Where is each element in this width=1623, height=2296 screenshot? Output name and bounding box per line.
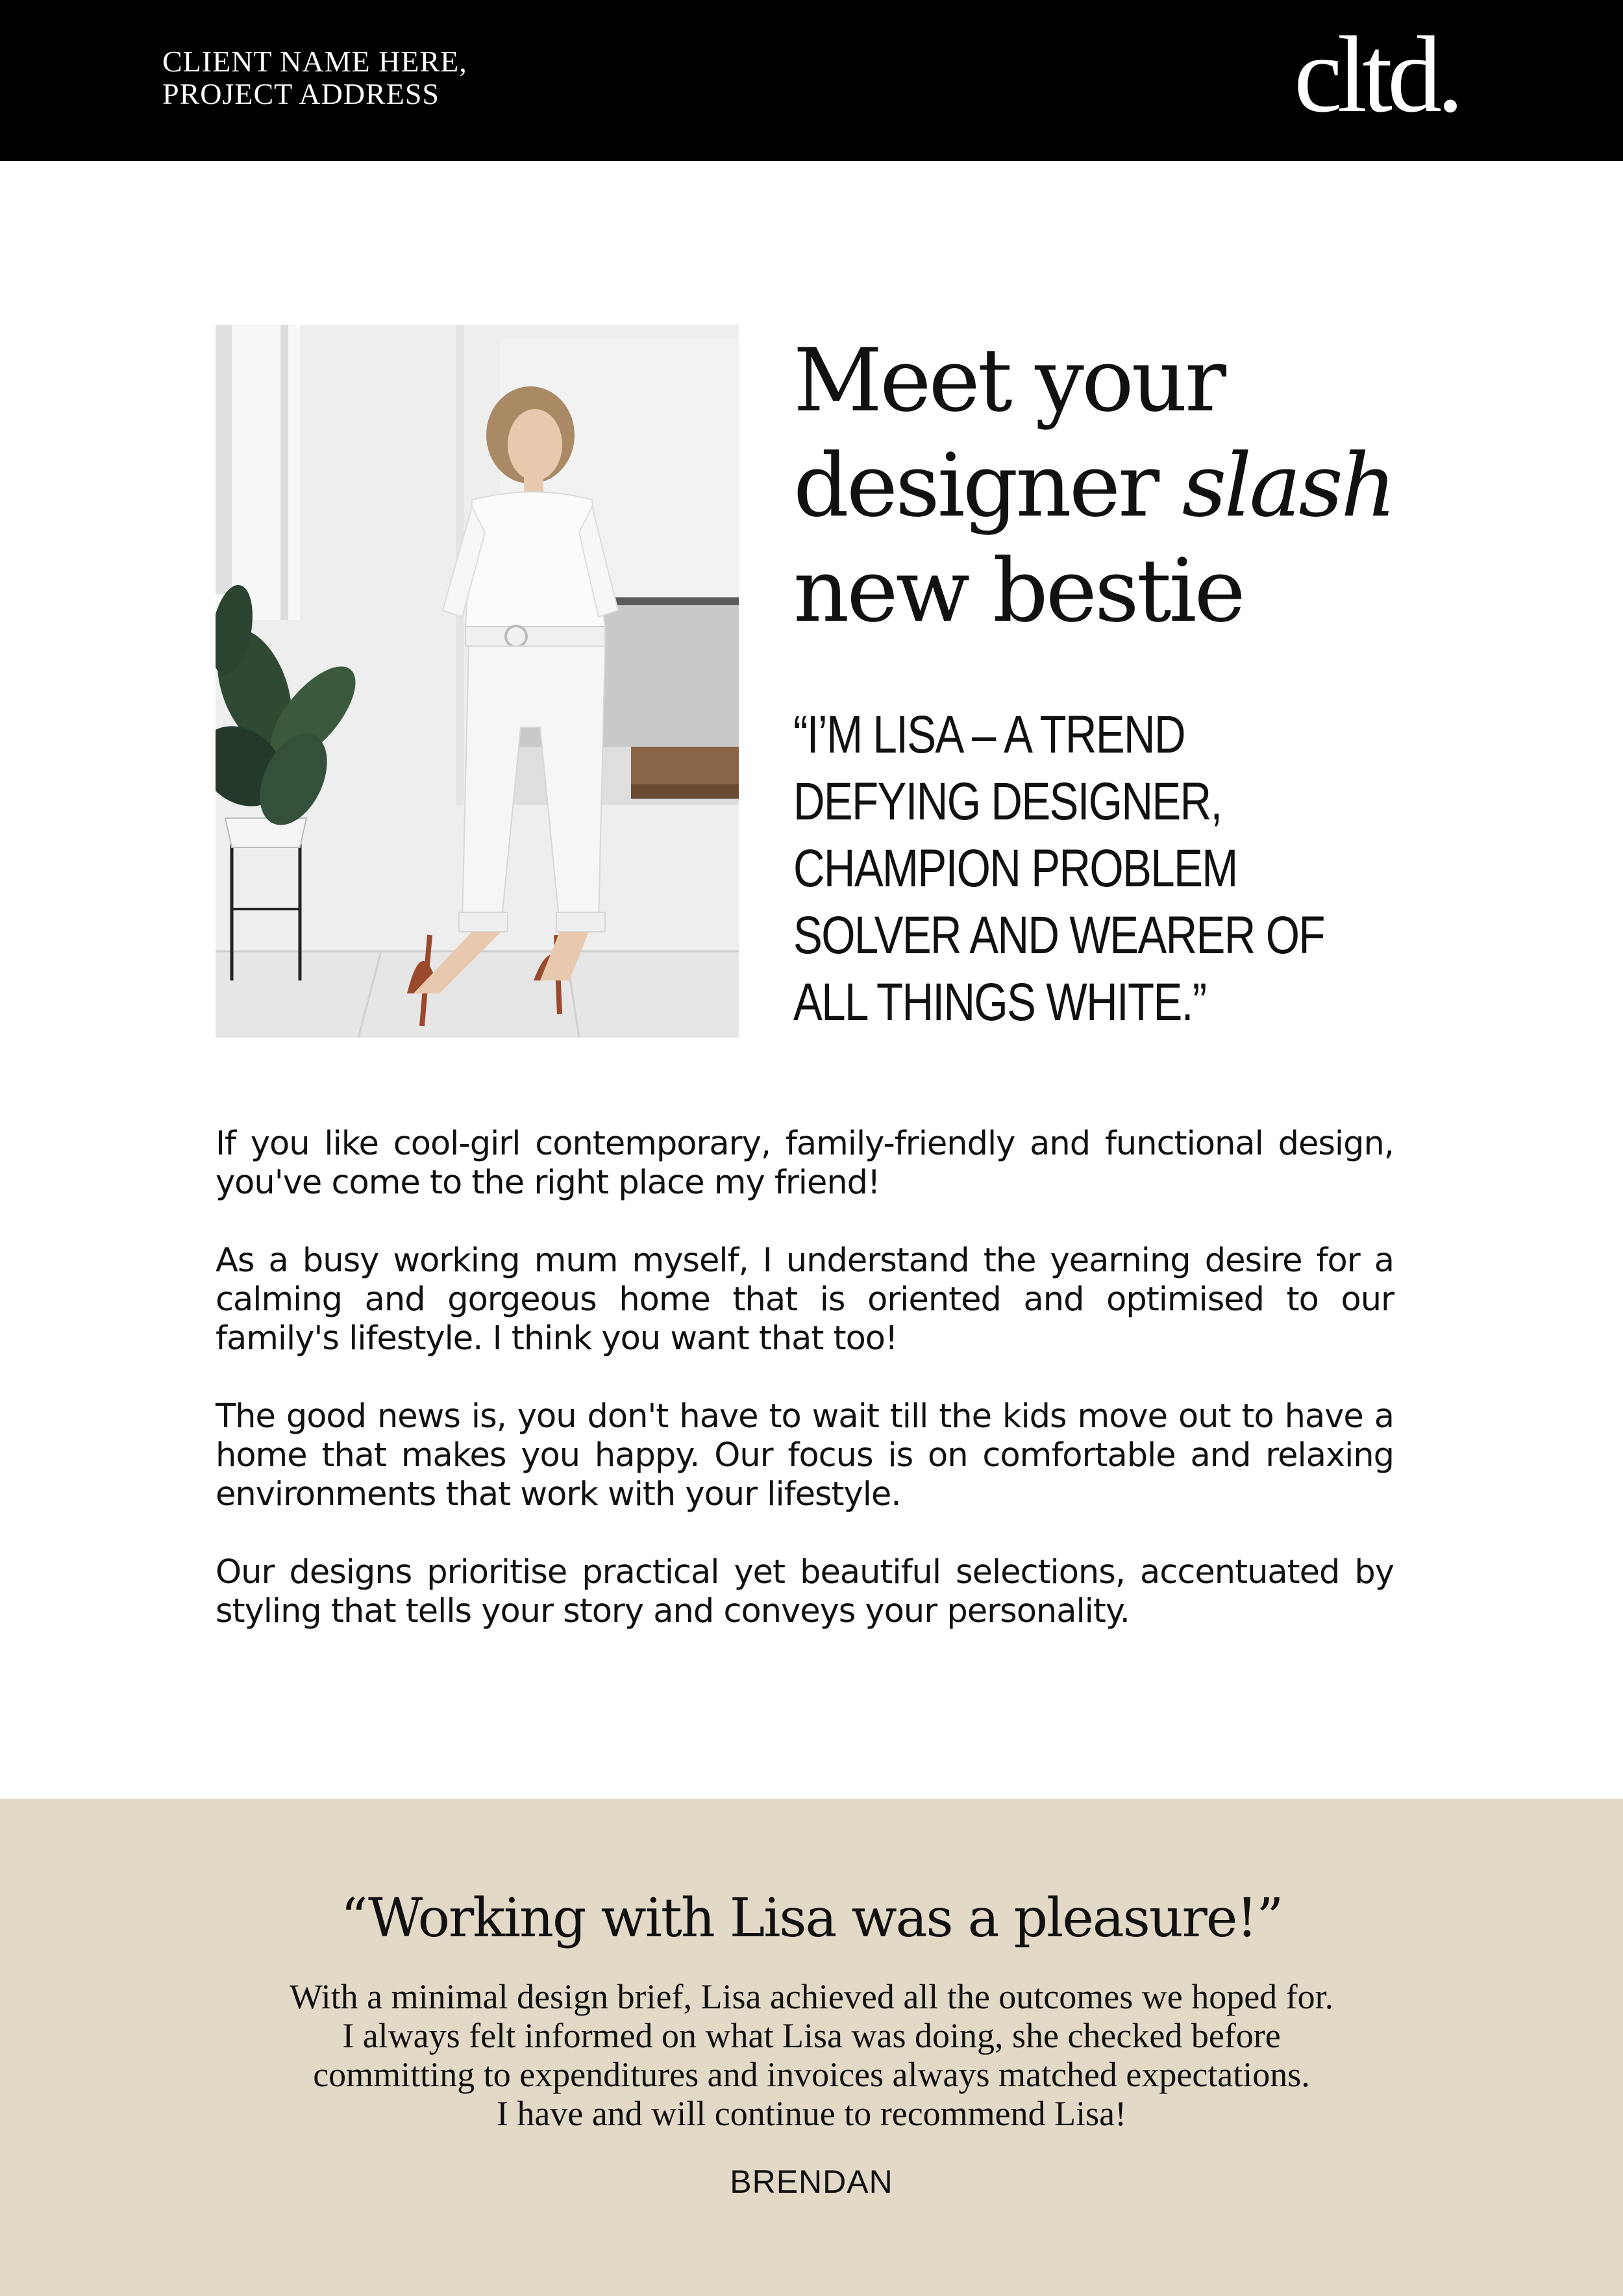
- testimonial-line: committing to expenditures and invoices always matched expectations.: [313, 2055, 1310, 2094]
- headline-line-3: new bestie: [793, 540, 1243, 642]
- testimonial-body: [0, 1977, 1623, 2133]
- testimonial-line: I have and will continue to recommend Lisa!: [496, 2094, 1127, 2133]
- quote-line: CHAMPION PROBLEM: [793, 839, 1237, 898]
- body-copy: [216, 1125, 1394, 1670]
- testimonial-author: BRENDAN: [730, 2164, 893, 2200]
- body-paragraph: Our designs prioritise practical yet beautiful selections, accentuated by styling that tells your story and conveys your personality.: [216, 1553, 1394, 1630]
- designer-photo: [216, 325, 739, 1038]
- body-paragraph: As a busy working mum myself, I understand the yearning desire for a calming and gorgeous home that is oriented and optimised to our family's lifestyle. I think you want that too!: [216, 1242, 1394, 1358]
- client-info: [162, 45, 467, 110]
- project-address: PROJECT ADDRESS: [162, 77, 440, 110]
- headline-italic-word: slash: [1182, 435, 1394, 536]
- header-bar: [0, 0, 1623, 161]
- testimonial-title: “Working with Lisa was a pleasure!”: [340, 1888, 1283, 1949]
- quote-line: ALL THINGS WHITE.”: [793, 973, 1206, 1032]
- client-name: CLIENT NAME HERE,: [162, 45, 467, 78]
- headline-line-2: [793, 433, 1540, 538]
- quote-line: “I’M LISA – A TREND: [793, 705, 1185, 764]
- brand-logo: cltd.: [1294, 14, 1459, 135]
- testimonial-line: I always felt informed on what Lisa was doing, she checked before: [342, 2016, 1281, 2055]
- designer-photo-illustration: [216, 325, 739, 1038]
- intro-quote: [793, 701, 1406, 1036]
- testimonial-line: With a minimal design brief, Lisa achieved all the outcomes we hoped for.: [289, 1977, 1334, 2016]
- body-paragraph: If you like cool-girl contemporary, family-friendly and functional design, you've come to the right place my friend!: [216, 1125, 1394, 1202]
- headline-line-2-plain: designer: [793, 435, 1182, 536]
- quote-line: SOLVER AND WEARER OF: [793, 906, 1324, 965]
- body-paragraph: The good news is, you don't have to wait till the kids move out to have a home that makes you happy. Our focus is on comfortable and relaxing environments that work with your lifestyle.: [216, 1397, 1394, 1514]
- headline-line-1: Meet your: [793, 330, 1224, 431]
- headline: [793, 328, 1540, 643]
- quote-line: DEFYING DESIGNER,: [793, 772, 1222, 831]
